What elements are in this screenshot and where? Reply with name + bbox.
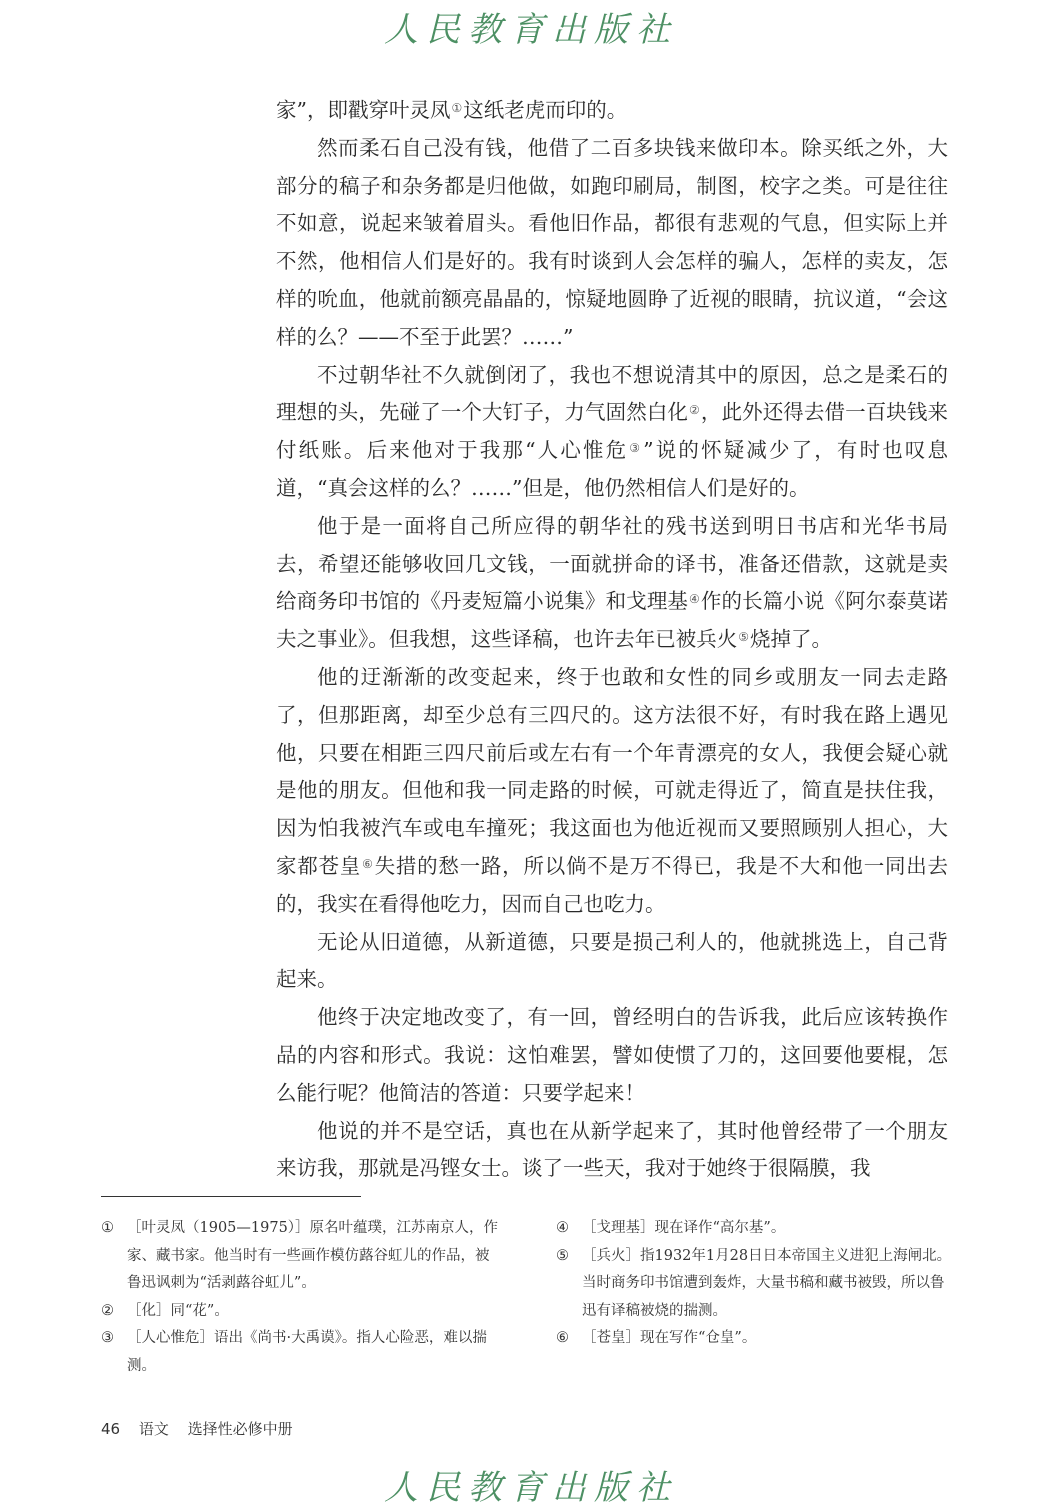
footnote-1: [101, 1215, 501, 1298]
publisher-watermark-bottom: 人民教育出版社: [384, 1468, 678, 1508]
footnote-text: ［化］同“花”。: [127, 1302, 229, 1319]
page-number: 46: [101, 1420, 121, 1438]
main-text: [276, 92, 948, 1188]
footnote-text: ［戈理基］现在译作“高尔基”。: [582, 1220, 786, 1236]
footnote-mark: ③: [101, 1330, 114, 1346]
footnote-mark: ⑤: [556, 1247, 569, 1264]
footnote-6: [556, 1325, 956, 1353]
footnote-text: ［人心惟危］语出《尚书·大禹谟》。指人心险恶，难以揣测。: [127, 1330, 487, 1374]
paragraph-2: [276, 357, 948, 508]
paragraph-7: [276, 1113, 948, 1189]
footnote-5: [556, 1243, 956, 1326]
text-run: 失措的愁一路，所以倘不是万不得已，我是不大和他一同出去的，我实在看得他吃力，因而自己也吃力。: [276, 853, 948, 916]
text-run: 无论从旧道德，从新道德，只要是损己利人的，他就挑选上，自己背起来。: [276, 929, 948, 992]
paragraph-5: [276, 924, 948, 1000]
footnote-3: [101, 1325, 501, 1380]
footnote-ref-6[interactable]: ⑥: [362, 856, 374, 871]
publisher-watermark-top: 人民教育出版社: [384, 10, 678, 50]
subject-label: 语文: [138, 1420, 169, 1438]
text-run: 作的长篇小说《阿尔泰莫诺夫之事业》。但我想，这些译稿，也许去年已被兵火: [276, 589, 949, 652]
text-run: 烧掉了。: [750, 627, 833, 652]
paragraph-6: [276, 999, 948, 1112]
paragraph-0: [276, 92, 948, 130]
paragraph-1: [276, 130, 948, 357]
text-run: ，此外还得去借一百块钱来付纸账。后来他对于我那“人心惟危: [276, 400, 949, 463]
text-run: 他说的并不是空话，真也在从新学起来了，其时他曾经带了一个朋友来访我，那就是冯铿女士。谈了一些天，我对于她终于很隔膜，我: [276, 1118, 948, 1181]
footnote-4: [556, 1215, 956, 1243]
footnote-ref-5[interactable]: ⑤: [738, 630, 750, 645]
footnote-text: ［叶灵凤（1905—1975）］原名叶蕴璞，江苏南京人，作家、藏书家。他当时有一些画作模仿蕗谷虹儿的作品，被鲁迅讽刺为“活剥蕗谷虹儿”。: [127, 1220, 499, 1291]
text-run: 家”，即戳穿叶灵凤: [276, 98, 451, 122]
footnote-text: ［苍皇］现在写作“仓皇”。: [582, 1330, 757, 1346]
footnote-divider: [101, 1196, 361, 1197]
footnote-mark: ⑥: [556, 1330, 569, 1346]
volume-label: 选择性必修中册: [187, 1420, 293, 1438]
footnotes-right-column: [556, 1215, 956, 1353]
footnote-2: [101, 1298, 501, 1326]
text-run: 他的迂渐渐的改变起来，终于也敢和女性的同乡或朋友一同去走路了，但那距离，却至少总有三四尺的。这方法很不好，有时我在路上遇见他，只要在相距三四尺前后或左右有一个年青漂亮的女人，我便会疑心就是他的朋友。但他和我一同走路的时候，可就走得近了，简直是扶住我，因为怕我被汽车或电车撞死；我这面也为他近视而又要照顾别人担心，大家都苍皇: [276, 664, 948, 878]
page-footer: [101, 1418, 293, 1439]
text-run: 不过朝华社不久就倒闭了，我也不想说清其中的原因，总之是柔石的理想的头，先碰了一个大钉子，力气固然白化: [276, 362, 948, 425]
paragraph-3: [276, 508, 948, 659]
footnote-mark: ①: [101, 1220, 114, 1236]
footnote-ref-1[interactable]: ①: [451, 101, 463, 115]
footnotes-left-column: [101, 1215, 501, 1380]
footnote-text: ［兵火］指1932年1月28日日本帝国主义进犯上海闸北。当时商务印书馆遭到轰炸，大量书稿和藏书被毁，所以鲁迅有译稿被烧的揣测。: [582, 1247, 952, 1319]
text-run: 他于是一面将自己所应得的朝华社的残书送到明日书店和光华书局去，希望还能够收回几文钱，一面就拼命的译书，准备还借款，这就是卖给商务印书馆的《丹麦短篇小说集》和戈理基: [276, 513, 948, 614]
paragraph-4: [276, 659, 948, 924]
text-run: 这纸老虎而印的。: [463, 98, 628, 122]
footnote-ref-3[interactable]: ③: [629, 441, 643, 456]
footnote-ref-4[interactable]: ④: [689, 592, 700, 607]
text-run: 然而柔石自己没有钱，他借了二百多块钱来做印本。除买纸之外，大部分的稿子和杂务都是归他做，如跑印刷局，制图，校字之类。可是往往不如意，说起来皱着眉头。看他旧作品，都很有悲观的气息，但实际上并不然，他相信人们是好的。我有时谈到人会怎样的骗人，怎样的卖友，怎样的吮血，他就前额亮晶晶的，惊疑地圆睁了近视的眼睛，抗议道，“会这样的么？——不至于此罢？……”: [276, 135, 948, 349]
footnote-mark: ④: [556, 1220, 569, 1236]
text-run: 他终于决定地改变了，有一回，曾经明白的告诉我，此后应该转换作品的内容和形式。我说：这怕难罢，譬如使惯了刀的，这回要他要棍，怎么能行呢？他简洁的答道：只要学起来！: [276, 1005, 948, 1105]
footnote-ref-2[interactable]: ②: [689, 403, 700, 418]
footnote-mark: ②: [101, 1302, 114, 1319]
text-run: ”说的怀疑减少了，有时也叹息道，“真会这样的么？……”但是，他仍然相信人们是好的。: [276, 438, 948, 500]
